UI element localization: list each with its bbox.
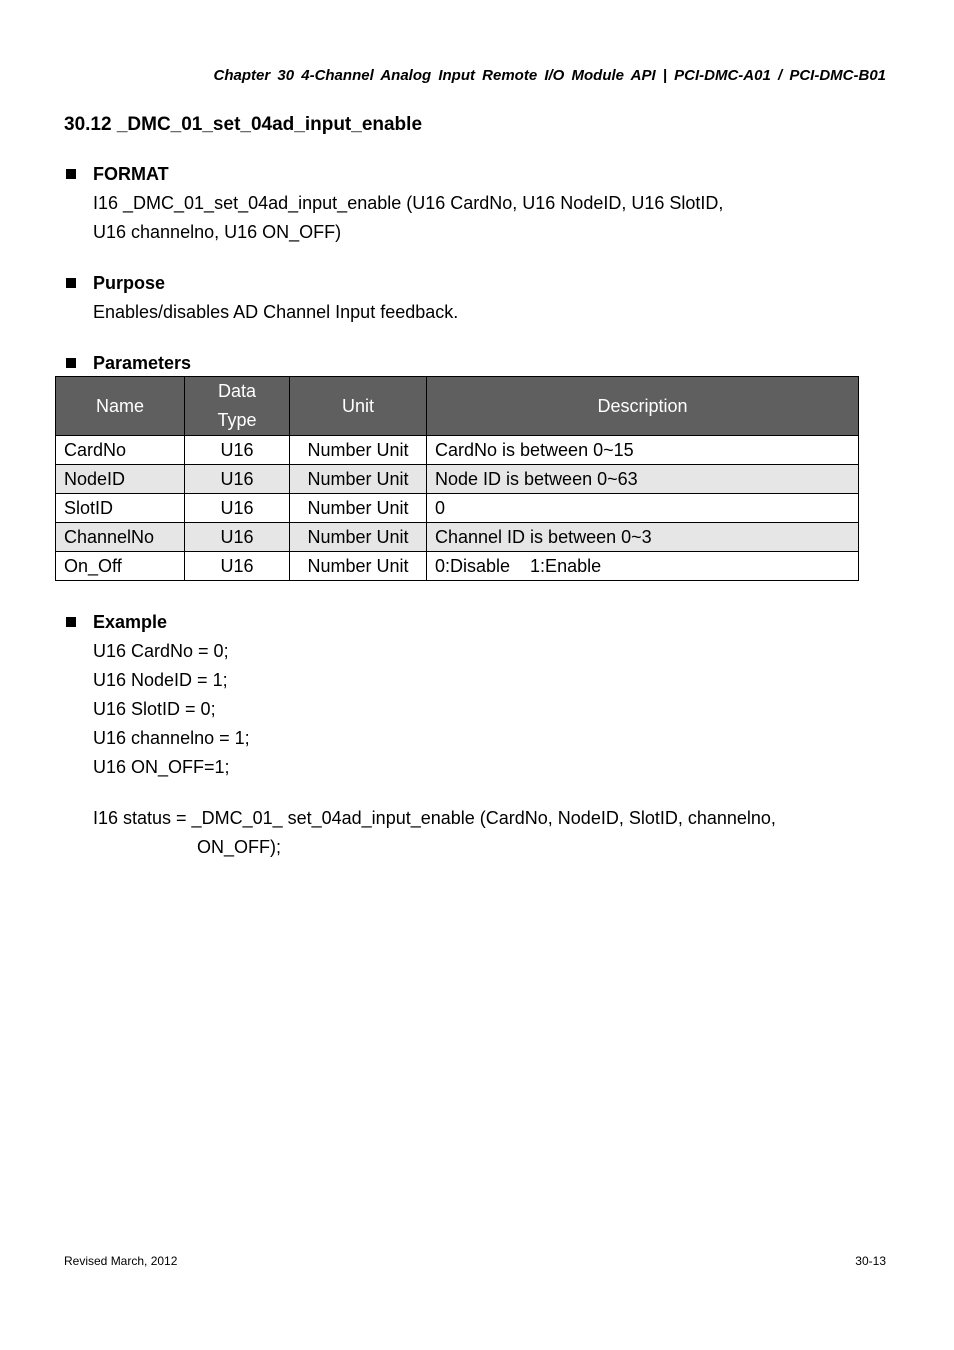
code-line: U16 SlotID = 0; [93,699,216,719]
example-code [93,637,776,862]
purpose-heading: Purpose [93,272,166,293]
example-section [64,609,776,862]
code-call-line-2: ON_OFF); [197,837,281,857]
code-call-line-1: I16 status = _DMC_01_ set_04ad_input_enable (CardNo, NodeID, SlotID, channelno, [93,808,776,828]
column-header-description: Description [427,377,859,436]
param-name: CardNo [56,436,185,465]
param-name: NodeID [56,465,185,494]
format-section [64,161,723,247]
table-row [56,436,859,465]
code-line: U16 ON_OFF=1; [93,757,230,777]
column-header-data-type: Data Type [185,377,290,436]
param-unit: Number Unit [290,436,427,465]
param-name: On_Off [56,552,185,581]
param-type: U16 [185,523,290,552]
table-header-row [56,377,859,436]
bullet-square-icon [66,358,76,368]
example-heading: Example [93,611,168,632]
param-unit: Number Unit [290,552,427,581]
column-header-name: Name [56,377,185,436]
section-title: 30.12 _DMC_01_set_04ad_input_enable [64,114,423,135]
param-description: Channel ID is between 0~3 [427,523,859,552]
param-description: 0:Disable 1:Enable [427,552,859,581]
format-line-1: I16 _DMC_01_set_04ad_input_enable (U16 CardNo, U16 NodeID, U16 SlotID, [93,193,724,213]
code-line: U16 CardNo = 0; [93,641,229,661]
param-type: U16 [185,465,290,494]
param-type: U16 [185,552,290,581]
footer-page-number: 30-13 [855,1254,886,1268]
footer-revision: Revised March, 2012 [64,1254,178,1268]
bullet-square-icon [66,169,76,179]
param-name: ChannelNo [56,523,185,552]
table-row [56,523,859,552]
param-type: U16 [185,436,290,465]
table-row [56,494,859,523]
format-signature [93,189,723,247]
format-line-2: U16 channelno, U16 ON_OFF) [93,222,342,242]
purpose-text: Enables/disables AD Channel Input feedback. [93,302,459,322]
param-description: Node ID is between 0~63 [427,465,859,494]
column-header-unit: Unit [290,377,427,436]
parameters-section [64,350,191,376]
bullet-square-icon [66,617,76,627]
purpose-section [64,270,458,327]
page-header: Chapter 30 4-Channel Analog Input Remote I/O Module API | PCI-DMC-A01 / PCI-DMC-B01 [213,67,886,84]
param-name: SlotID [56,494,185,523]
param-unit: Number Unit [290,465,427,494]
parameters-table [55,376,859,581]
param-type: U16 [185,494,290,523]
format-heading: FORMAT [93,163,169,184]
code-line: U16 NodeID = 1; [93,670,228,690]
param-unit: Number Unit [290,494,427,523]
param-description: CardNo is between 0~15 [427,436,859,465]
table-row [56,465,859,494]
parameters-heading: Parameters [93,352,192,373]
table-row [56,552,859,581]
bullet-square-icon [66,278,76,288]
code-line: U16 channelno = 1; [93,728,250,748]
param-description: 0 [427,494,859,523]
param-unit: Number Unit [290,523,427,552]
